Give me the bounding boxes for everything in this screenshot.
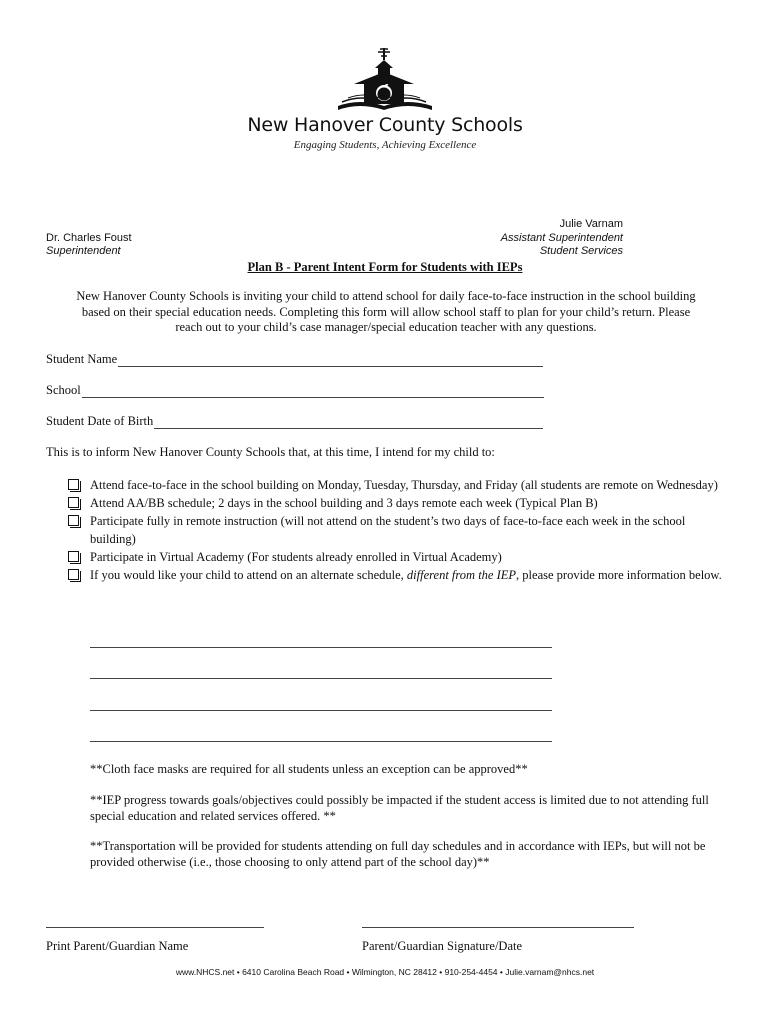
- org-name: New Hanover County Schools: [247, 114, 523, 136]
- more-info-line[interactable]: [90, 710, 552, 711]
- checkbox-remote[interactable]: [68, 515, 79, 526]
- option-label: Participate fully in remote instruction (will not attend on the student’s two days of face-to-face each week in the school building): [90, 514, 686, 546]
- school-label: School: [46, 383, 81, 397]
- option-remote: [68, 512, 728, 548]
- checkbox-aa-bb[interactable]: [68, 497, 79, 508]
- option-label: Attend AA/BB schedule; 2 days in the school building and 3 days remote each week (Typical Plan B): [90, 496, 598, 510]
- assistant-name: Julie Varnam: [559, 218, 623, 230]
- intro-line: New Hanover County Schools is inviting your child to attend school for daily face-to-face instruction in the school building: [76, 289, 696, 303]
- print-name-label: Print Parent/Guardian Name: [46, 939, 189, 953]
- school-field: [46, 383, 544, 398]
- option-text-after: , please provide more information below.: [516, 568, 722, 582]
- option-face-to-face: [68, 476, 728, 494]
- assistant-title: Assistant Superintendent: [500, 231, 623, 244]
- option-label: Participate in Virtual Academy (For students already enrolled in Virtual Academy): [90, 550, 502, 564]
- print-name-line[interactable]: [46, 927, 264, 928]
- schoolhouse-logo-icon: [320, 44, 450, 116]
- school-input[interactable]: [82, 385, 544, 398]
- assistant-superintendent-block: [501, 218, 623, 259]
- student-name-field: [46, 352, 543, 367]
- note-masks: **Cloth face masks are required for all students unless an exception can be approved**: [90, 762, 528, 776]
- student-name-input[interactable]: [118, 354, 543, 367]
- superintendent-name: Dr. Charles Foust: [46, 232, 132, 244]
- form-title: Plan B - Parent Intent Form for Students with IEPs: [247, 260, 523, 274]
- dob-label: Student Date of Birth: [46, 414, 154, 428]
- more-info-line[interactable]: [90, 647, 552, 648]
- more-info-line[interactable]: [90, 741, 552, 742]
- option-virtual-academy: [68, 548, 728, 566]
- signature-label: Parent/Guardian Signature/Date: [362, 939, 523, 953]
- district-logo: [320, 44, 450, 116]
- option-alternate-schedule: [68, 566, 728, 584]
- intent-statement: This is to inform New Hanover County Schools that, at this time, I intend for my child to:: [46, 445, 495, 459]
- assistant-dept: Student Services: [539, 245, 623, 257]
- more-info-line[interactable]: [90, 678, 552, 679]
- checkbox-virtual-academy[interactable]: [68, 551, 79, 562]
- intro-paragraph: [52, 289, 720, 336]
- option-label: [90, 566, 728, 584]
- option-text-emphasis: different from the IEP: [406, 568, 517, 582]
- superintendent-title: Superintendent: [46, 245, 121, 257]
- intro-line: based on their special education needs. Completing this form will allow school staff to plan for your child’s return. Please: [81, 304, 691, 319]
- dob-field: [46, 414, 543, 429]
- option-aa-bb: [68, 494, 728, 512]
- dob-input[interactable]: [154, 416, 543, 429]
- note-iep: **IEP progress towards goals/objectives could possibly be impacted if the student access is limited due to not attending full special education and related services offered. **: [90, 793, 709, 823]
- org-tagline: Engaging Students, Achieving Excellence: [293, 139, 477, 151]
- checkbox-face-to-face[interactable]: [68, 479, 79, 490]
- intro-line: reach out to your child’s case manager/special education teacher with any questions.: [175, 320, 597, 334]
- checkbox-alternate-schedule[interactable]: [68, 569, 79, 580]
- signature-line[interactable]: [362, 927, 634, 928]
- footer-contact: www.NHCS.net • 6410 Carolina Beach Road • Wilmington, NC 28412 • 910-254-4454 • Julie.varnam@nhcs.net: [175, 967, 595, 977]
- note-transportation: **Transportation will be provided for students attending on full day schedules and in accordance with IEPs, but will not be provided otherwise (i.e., those choosing to only attend part of the school day)**: [90, 839, 706, 869]
- option-text-before: If you would like your child to attend on an alternate schedule,: [90, 568, 407, 582]
- option-label: Attend face-to-face in the school building on Monday, Tuesday, Thursday, and Friday (all students are remote on Wednesday): [90, 478, 718, 492]
- intent-options: [68, 476, 728, 584]
- student-name-label: Student Name: [46, 352, 118, 366]
